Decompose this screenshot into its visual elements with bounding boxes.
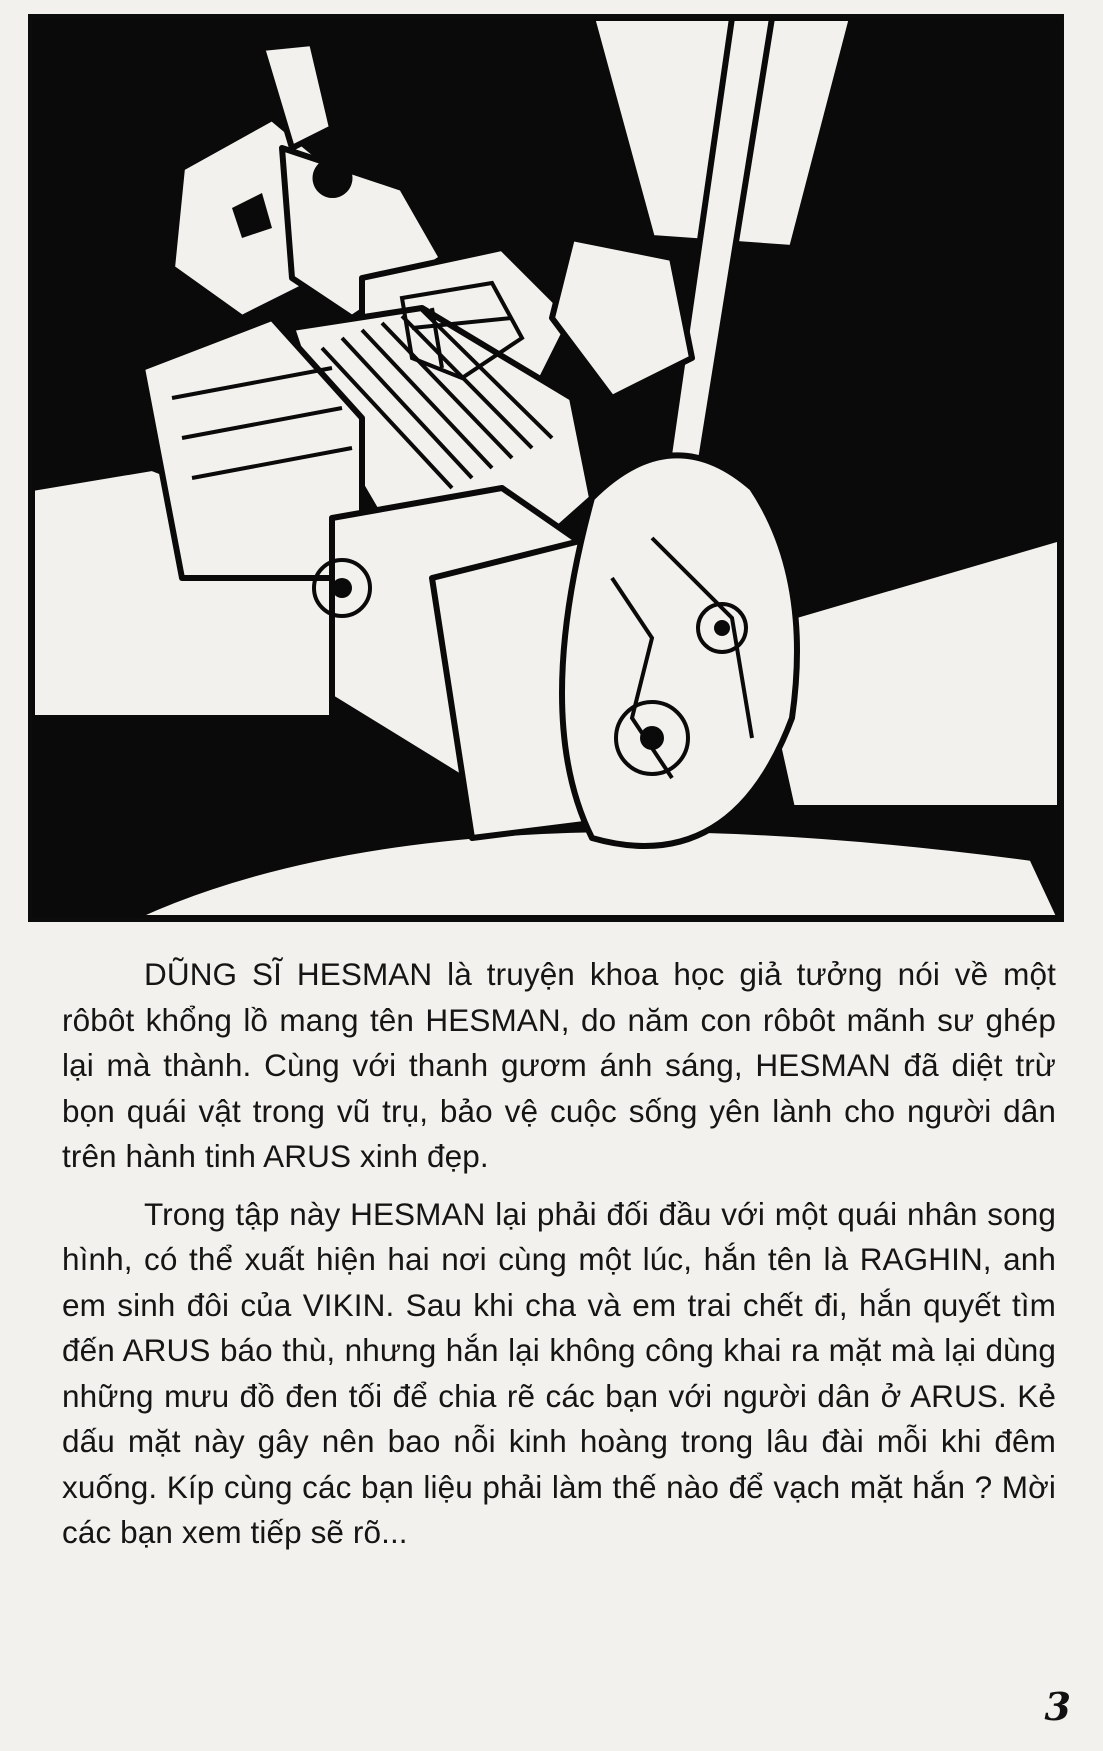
- robot-illustration: [32, 18, 1060, 918]
- page-number: 3: [1044, 1684, 1071, 1729]
- paragraph-2: Trong tập này HESMAN lại phải đối đầu với một quái nhân song hình, có thể xuất hiện hai nơi cùng một lúc, hắn tên là RAGHIN, anh em sinh đôi của VIKIN. Sau khi cha và em trai chết đi, hắn quyết tìm đến ARUS báo thù, nhưng hắn lại không công khai ra mặt mà lại dùng những mưu đồ đen tối để chia rẽ các bạn với người dân ở ARUS. Kẻ dấu mặt này gây nên bao nỗi kinh hoàng trong lâu đài mỗi khi đêm xuống. Kíp cùng các bạn liệu phải làm thế nào để vạch mặt hắn ? Mời các bạn xem tiếp sẽ rõ...: [62, 1195, 1056, 1550]
- comic-panel: [28, 14, 1064, 922]
- intro-text: [62, 952, 1056, 1568]
- paragraph-1: DŨNG SĨ HESMAN là truyện khoa học giả tưởng nói về một rôbôt khổng lồ mang tên HESMAN, do năm con rôbôt mãnh sư ghép lại mà thành. Cùng với thanh gươm ánh sáng, HESMAN đã diệt trừ bọn quái vật trong vũ trụ, bảo vệ cuộc sống yên lành cho người dân trên hành tinh ARUS xinh đẹp.: [62, 956, 1056, 1174]
